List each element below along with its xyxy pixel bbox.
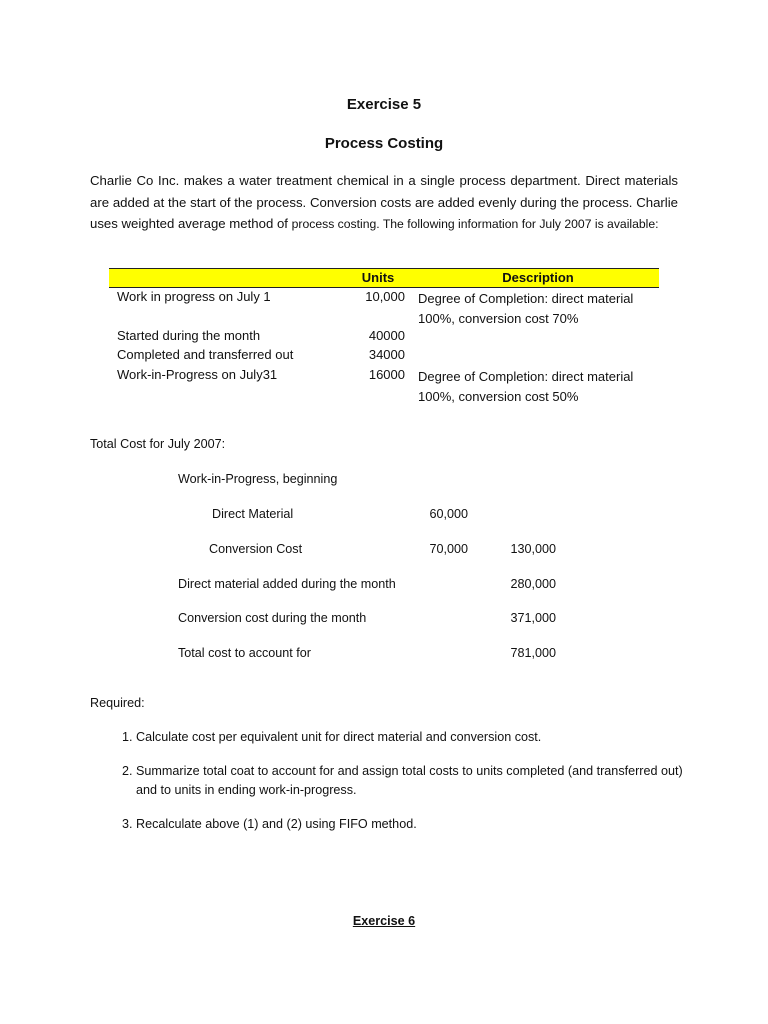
total-cost-value: 781,000: [510, 646, 556, 660]
section-subtitle: Process Costing: [324, 135, 444, 152]
intro-tail-text: process costing. The following information for July 2007 is available:: [291, 217, 659, 231]
direct-material-value: 60,000: [429, 507, 468, 521]
table-header: [109, 268, 659, 288]
header-units: Units: [361, 270, 395, 285]
row-description: Degree of Completion: direct material 100%, conversion cost 50%: [418, 369, 634, 404]
intro-main-text: Charlie Co Inc. makes a water treatment chemical in a single process department. Direct materials are added at the start of the process. Conversion costs are added evenly during the process. Charlie uses weighted average method of: [90, 173, 678, 231]
row-description: Degree of Completion: direct material 100%, conversion cost 70%: [418, 291, 634, 326]
total-cost-label: Total cost to account for: [178, 646, 312, 660]
row-label: Work-in-Progress on July31: [117, 367, 278, 382]
cc-during-value: 371,000: [510, 611, 556, 625]
required-heading: Required:: [90, 696, 145, 710]
dm-added-value: 280,000: [510, 577, 556, 591]
next-exercise-title: Exercise 6: [352, 914, 416, 928]
row-units: 34000: [368, 347, 405, 362]
row-units: 16000: [368, 367, 405, 382]
wip-total-value: 130,000: [510, 542, 556, 556]
total-cost-heading: Total Cost for July 2007:: [90, 437, 226, 451]
row-label: Completed and transferred out: [117, 347, 294, 362]
conversion-cost-value: 70,000: [429, 542, 468, 556]
exercise-title: Exercise 5: [346, 96, 422, 113]
row-label: Started during the month: [117, 328, 261, 343]
row-units: 40000: [368, 328, 405, 343]
conversion-cost-label: Conversion Cost: [209, 542, 303, 556]
list-item: 2. Summarize total coat to account for and assign total costs to units completed (and transferred out) and to units in ending work-in-progress.: [136, 762, 686, 801]
list-item: 1. Calculate cost per equivalent unit for direct material and conversion cost.: [136, 728, 686, 748]
row-label: Work in progress on July 1: [117, 289, 271, 304]
required-list: [112, 728, 686, 848]
cc-during-label: Conversion cost during the month: [178, 611, 367, 625]
direct-material-label: Direct Material: [212, 507, 294, 521]
intro-paragraph: [90, 170, 678, 236]
row-units: 10,000: [365, 289, 405, 304]
header-description: Description: [502, 270, 574, 285]
wip-beginning-label: Work-in-Progress, beginning: [178, 472, 338, 486]
dm-added-label: Direct material added during the month: [178, 577, 396, 591]
list-item: 3. Recalculate above (1) and (2) using FIFO method.: [136, 815, 686, 835]
